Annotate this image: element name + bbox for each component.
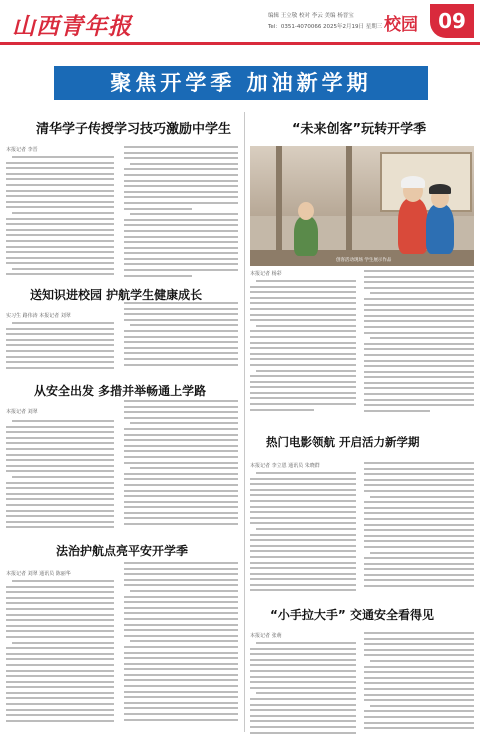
article-body-text <box>364 270 474 420</box>
article-headline: 清华学子传授学习技巧激励中学生 <box>36 122 232 137</box>
article-byline: 本报记者 李立恩 通讯员 朱晓群 <box>250 463 320 469</box>
article-body-text <box>124 302 238 374</box>
article-body-text <box>124 400 238 538</box>
article-body-text <box>124 562 238 736</box>
newspaper-logo: 山西青年报 <box>12 13 132 40</box>
editor-line: 编辑 王立敬 校对 李云 美编 杨晋宝 <box>268 13 354 19</box>
article-byline: 本报记者 杨彩 <box>250 271 282 277</box>
article-byline: 本报记者 刘翠 <box>6 409 38 415</box>
article-body-text <box>6 580 114 736</box>
masthead <box>0 0 480 42</box>
article-headline: 热门电影领航 开启活力新学期 <box>266 435 420 449</box>
article-headline: 从安全出发 多措并举畅通上学路 <box>34 384 207 398</box>
article-headline: 法治护航点亮平安开学季 <box>56 544 189 558</box>
date-line: Tel：0351-4070066 2025年2月19日 星期三 <box>268 24 383 30</box>
page-number-badge: 09 <box>430 4 474 38</box>
article-byline: 本报记者 李晋 <box>6 147 38 153</box>
article-byline: 实习生 路伟涛 本报记者 刘翠 <box>6 313 71 319</box>
article-byline: 本报记者 张萌 <box>250 633 282 639</box>
masthead-divider <box>0 42 480 45</box>
classroom-photo <box>250 146 474 266</box>
article-headline: 送知识进校园 护航学生健康成长 <box>30 288 203 302</box>
article-headline: “小手拉大手” 交通安全看得见 <box>270 608 434 622</box>
article-body-text <box>124 146 238 278</box>
article-body-text <box>250 642 356 736</box>
article-body-text <box>250 280 356 420</box>
article-headline: “未来创客”玩转开学季 <box>292 122 427 137</box>
article-body-text <box>6 322 114 374</box>
section-name: 校园 <box>384 15 418 35</box>
feature-banner: 聚焦开学季 加油新学期 <box>54 66 428 100</box>
article-body-text <box>364 632 474 736</box>
article-body-text <box>6 156 114 278</box>
article-body-text <box>250 472 356 598</box>
photo-caption: 创客活动现场 学生展示作品 <box>336 258 392 263</box>
article-body-text <box>364 462 474 598</box>
article-byline: 本报记者 刘翠 通讯员 陈丽华 <box>6 571 71 577</box>
column-divider <box>244 112 245 732</box>
article-body-text <box>6 420 114 538</box>
